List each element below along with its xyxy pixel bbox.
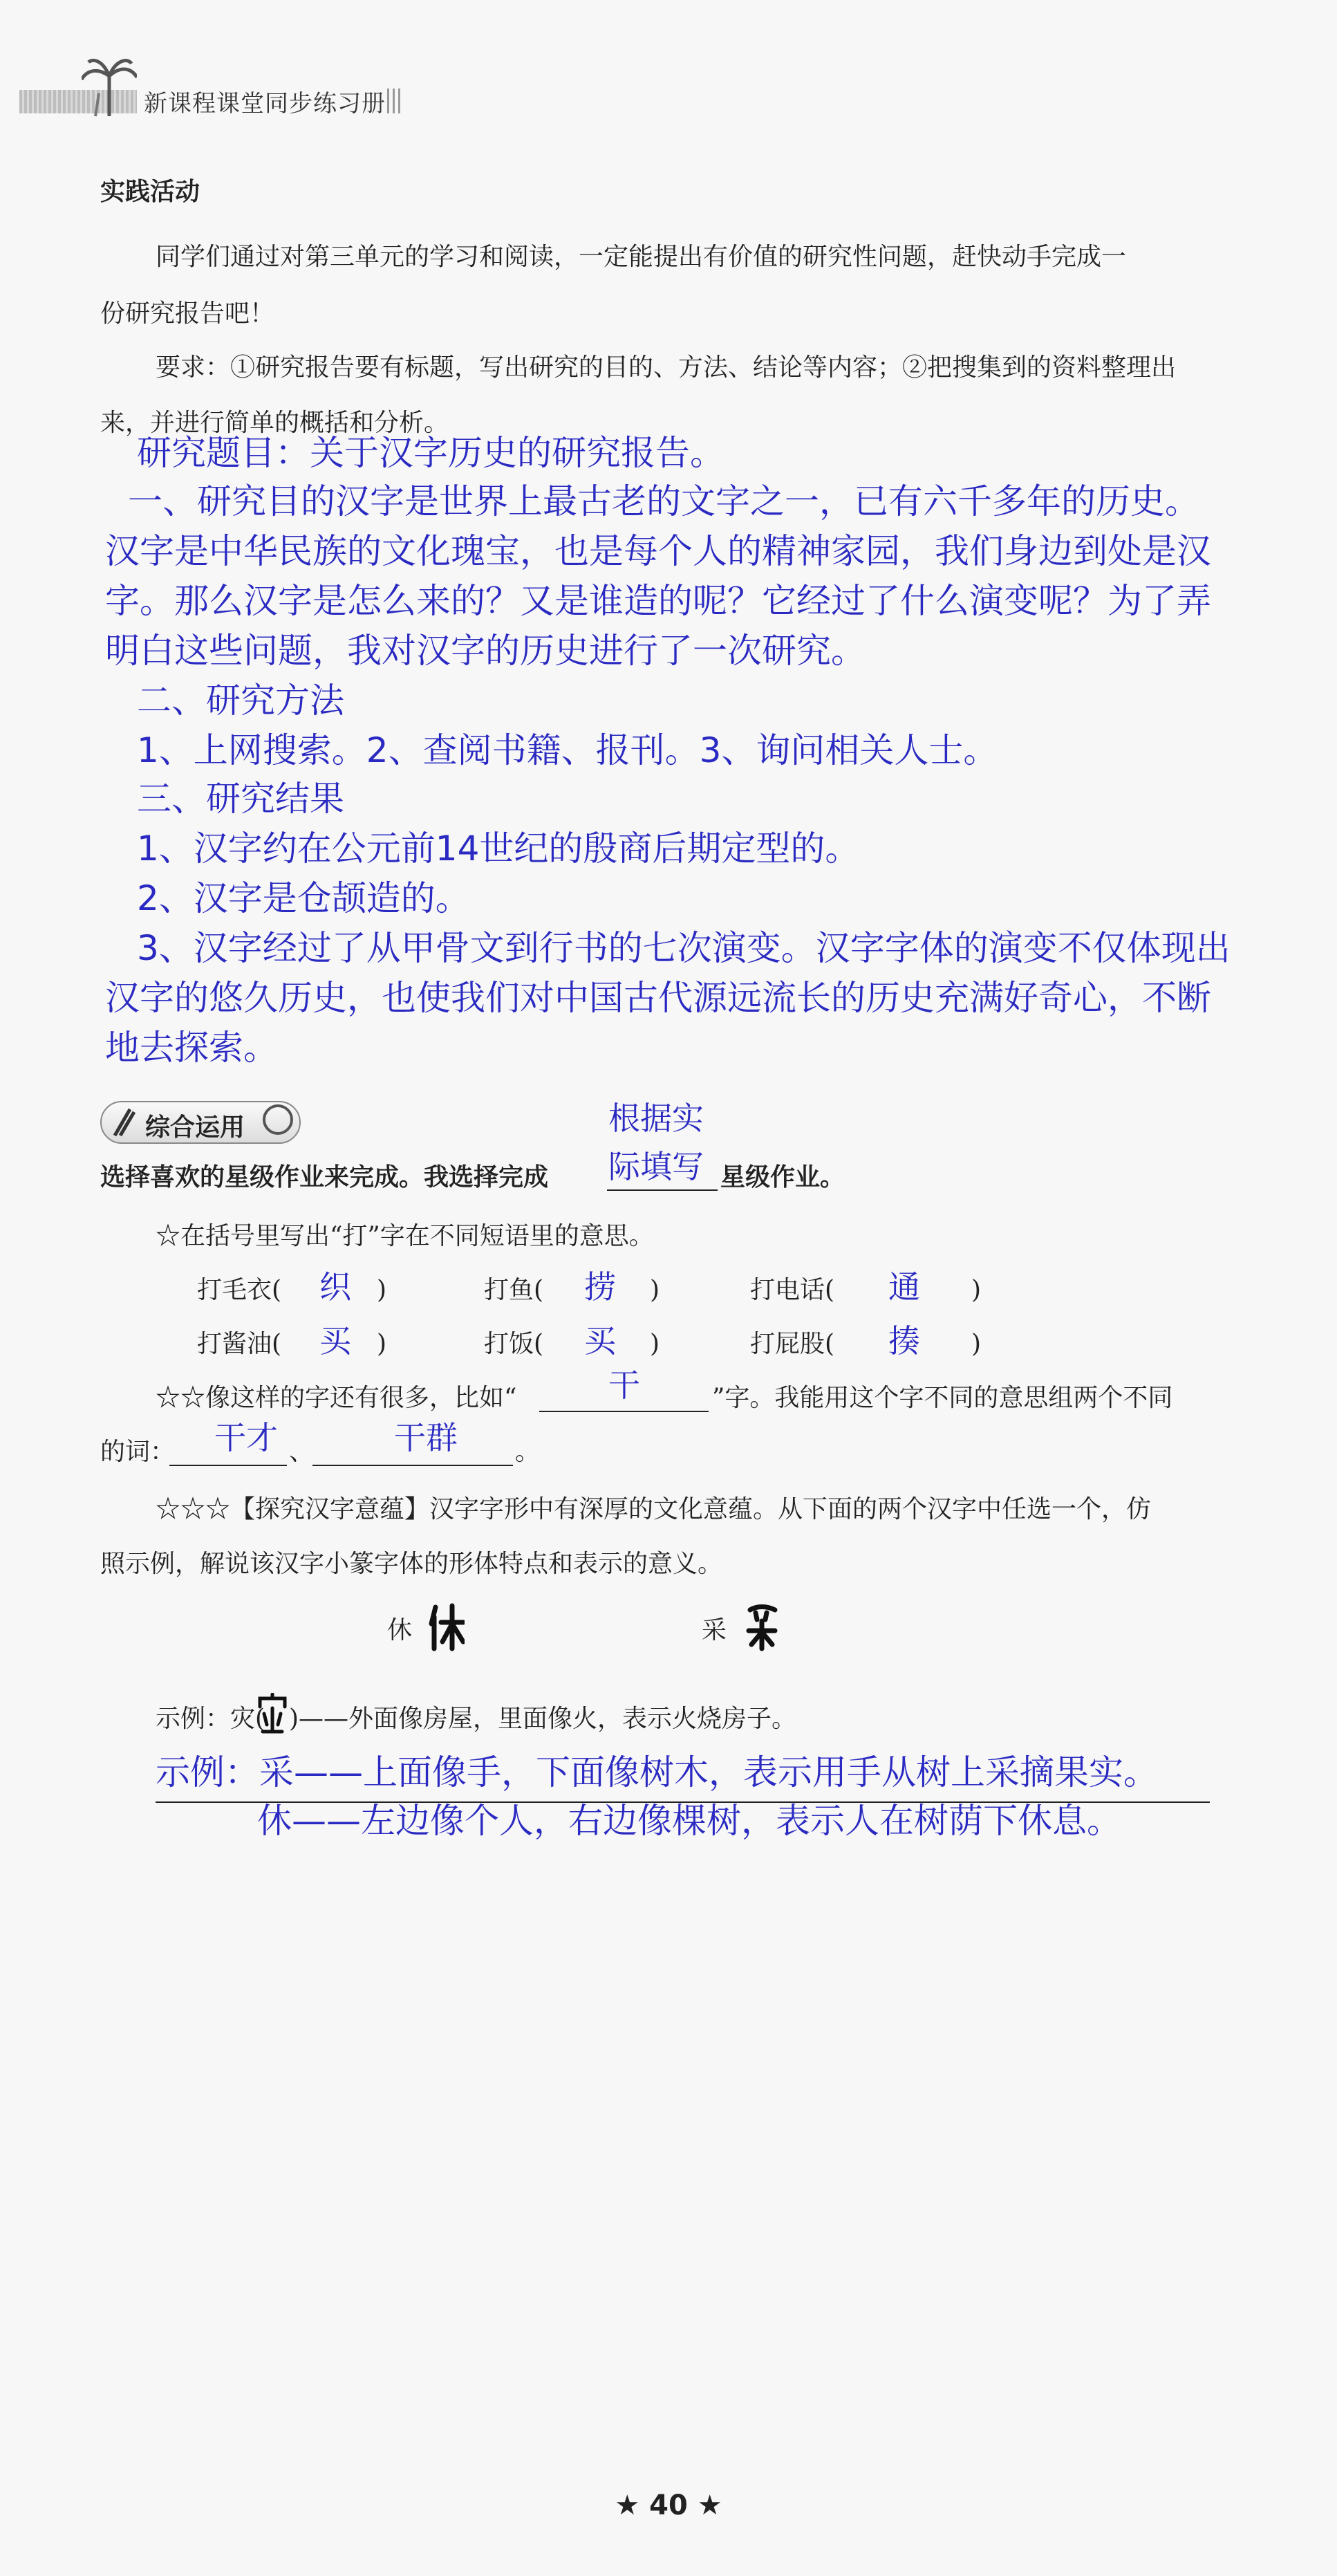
report-title: 研究题目：关于汉字历史的研究报告。 [137, 433, 724, 473]
q1-item-label: 打鱼( [484, 1276, 544, 1304]
report-result-3-line2: 汉字的悠久历史，也使我们对中国古代源远流长的历史充满好奇心，不断 [105, 978, 1211, 1018]
practice-intro-line2: 份研究报告吧！ [100, 299, 275, 328]
seal-script-zai-icon [257, 1693, 288, 1736]
q1-item-close: ) [650, 1330, 660, 1358]
report-result-1: 1、汉字约在公元前14世纪的殷商后期定型的。 [137, 828, 860, 869]
report-purpose-line3: 字。那么汉字是怎么来的？又是谁造的呢？它经过了什么演变呢？为了弄 [105, 581, 1211, 621]
report-result-2: 2、汉字是仓颉造的。 [137, 878, 470, 918]
q1-item-close: ) [971, 1330, 982, 1358]
q3-line1: ☆☆☆【探究汉字意蕴】汉字字形中有深厚的文化意蕴。从下面的两个汉字中任选一个，仿 [156, 1495, 1152, 1523]
practice-heading: 实践活动 [100, 178, 200, 206]
q1-item-answer: 买 [584, 1322, 616, 1360]
q2-word1: 干才 [214, 1419, 278, 1456]
q3-example-suffix: )——外面像房屋，里面像火，表示火烧房子。 [289, 1705, 797, 1733]
q3-answer-line2: 休——左边像个人，右边像棵树，表示人在树荫下休息。 [257, 1801, 1121, 1841]
swirl-icon [263, 1104, 293, 1135]
q1-item-close: ) [377, 1276, 387, 1304]
q2-end: 。 [515, 1438, 541, 1466]
report-result-3-line3: 地去探索。 [105, 1028, 278, 1068]
q3-line2: 照示例，解说该汉字小篆字体的形体特点和表示的意义。 [100, 1550, 723, 1578]
q1-item-close: ) [650, 1276, 660, 1304]
report-method-heading: 二、研究方法 [137, 680, 344, 721]
q1-item-answer: 织 [319, 1268, 351, 1306]
q2-line2-prefix: 的词： [100, 1438, 176, 1466]
q1-item-answer: 揍 [888, 1322, 920, 1360]
report-purpose-line4: 明白这些问题，我对汉字的历史进行了一次研究。 [105, 631, 866, 671]
q1-item-label: 打毛衣( [197, 1276, 282, 1304]
pen-icon [109, 1106, 137, 1138]
q1-item-label: 打屁股( [750, 1330, 835, 1358]
choose-prefix: 选择喜欢的星级作业来完成。我选择完成 [100, 1163, 549, 1192]
page-number-value: 40 [649, 2490, 688, 2521]
seal-script-xiu-icon [427, 1603, 465, 1651]
q3-char2: 采 [702, 1616, 727, 1644]
seal-script-cai-icon [743, 1603, 780, 1651]
q1-item-answer: 捞 [584, 1268, 616, 1306]
q2-suffix: ”字。我能用这个字不同的意思组两个不同 [712, 1384, 1173, 1412]
q1-item-answer: 买 [319, 1322, 351, 1360]
star-icon: ★ [687, 2490, 722, 2521]
q1-item-answer: 通 [888, 1268, 920, 1306]
palm-tree-icon [82, 55, 137, 118]
section-badge-label: 综合运用 [145, 1113, 245, 1142]
q1-item-label: 打电话( [750, 1276, 835, 1304]
q1-item-label: 打饭( [484, 1330, 544, 1358]
q2-answer-char: 干 [608, 1366, 640, 1404]
q2-prefix: ☆☆像这样的字还有很多，比如“ [156, 1384, 517, 1412]
report-method-body: 1、上网搜索。2、查阅书籍、报刊。3、询问相关人士。 [137, 730, 998, 770]
report-purpose-line2: 汉字是中华民族的文化瑰宝，也是每个人的精神家园，我们身边到处是汉 [105, 531, 1211, 571]
practice-intro-line1: 同学们通过对第三单元的学习和阅读，一定能提出有价值的研究性问题，赶快动手完成一 [156, 243, 1127, 271]
book-title: 新课程课堂同步练习册 [144, 90, 386, 118]
q1-item-label: 打酱油( [197, 1330, 282, 1358]
q3-answer-line1: 示例：采——上面像手，下面像树木，表示用手从树上采摘果实。 [156, 1752, 1158, 1792]
q2-word2: 干群 [394, 1419, 458, 1456]
practice-req-line2: 来，并进行简单的概括和分析。 [100, 409, 449, 437]
report-purpose-line1: 一、研究目的汉字是世界上最古老的文字之一，已有六千多年的历史。 [128, 481, 1199, 521]
practice-req-line1: 要求：①研究报告要有标题，写出研究的目的、方法、结论等内容；②把搜集到的资料整理出 [156, 353, 1177, 382]
q1-item-close: ) [377, 1330, 387, 1358]
q3-char1: 休 [387, 1616, 413, 1644]
q3-example-prefix: 示例：灾( [156, 1705, 265, 1733]
choose-answer-line1: 根据实 [608, 1100, 704, 1137]
choose-answer-line2: 际填写 [608, 1148, 704, 1185]
choose-suffix: 星级作业。 [720, 1163, 845, 1192]
report-result-heading: 三、研究结果 [137, 779, 344, 819]
page-number [0, 2490, 1337, 2521]
header-decor-stripes [387, 89, 402, 113]
q2-sep: 、 [289, 1438, 315, 1466]
q1-prompt: ☆在括号里写出“打”字在不同短语里的意思。 [156, 1222, 654, 1250]
star-icon: ★ [615, 2490, 650, 2521]
q1-item-close: ) [971, 1276, 982, 1304]
report-result-3-line1: 3、汉字经过了从甲骨文到行书的七次演变。汉字字体的演变不仅体现出 [137, 928, 1231, 968]
